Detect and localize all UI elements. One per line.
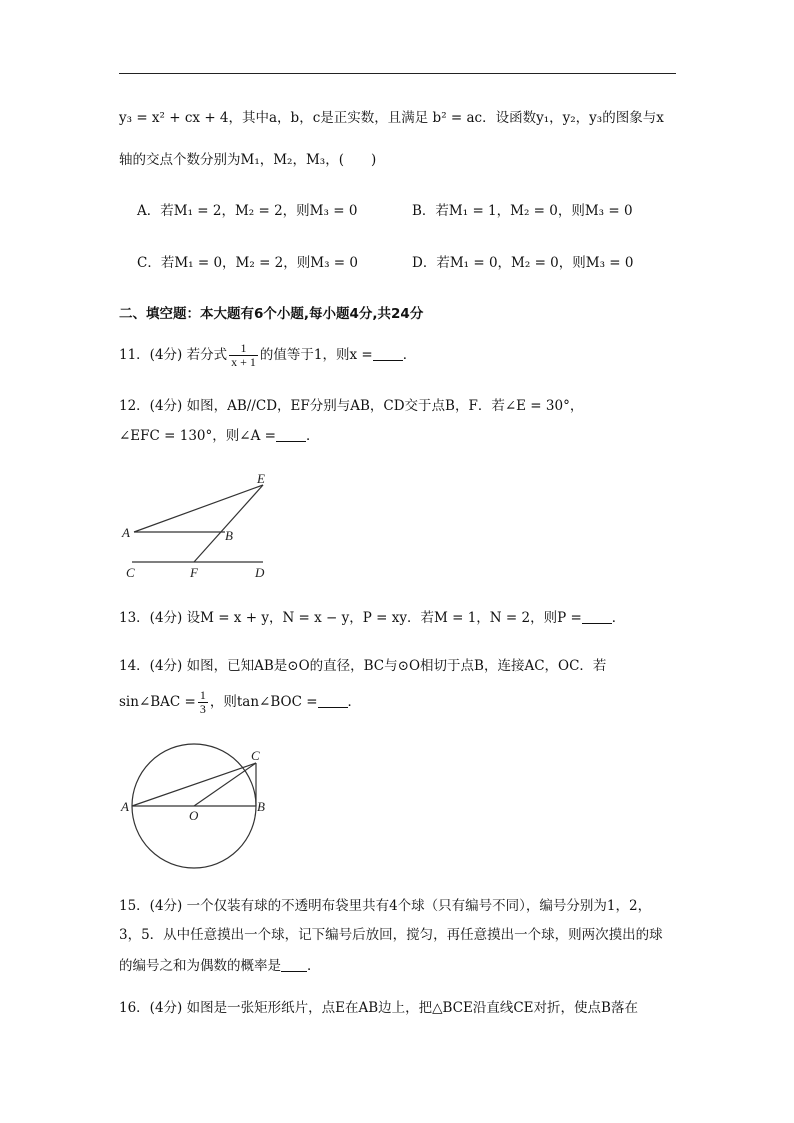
q14-end: ． [347, 694, 362, 710]
q16-line1: 16．(4分) 如图是一张矩形纸片，点E在AB边上，把△BCE沿直线CE对折，使点B落在 [119, 1000, 638, 1016]
q12-line2-text: ∠EFC = 130°，则∠A = [119, 428, 276, 444]
q14-tan-text: ，则tan∠BOC = [209, 694, 318, 710]
q11-prefix: 11．(4分) 若分式 [119, 347, 228, 363]
q12-end: ． [305, 428, 320, 444]
q15-answer-blank [281, 957, 307, 972]
label-f: F [190, 565, 198, 580]
q15-line3-text: 的编号之和为偶数的概率是 [119, 958, 281, 974]
q14-answer-blank [318, 693, 348, 708]
line-ae [134, 485, 263, 532]
q15-line2: 3，5．从中任意摸出一个球，记下编号后放回，搅匀，再任意摸出一个球，则两次摸出的球 [119, 927, 663, 943]
q10-option-c: C．若M₁ = 0，M₂ = 2，则M₃ = 0 [137, 255, 358, 271]
header-rule [119, 73, 676, 74]
label-e: E [257, 471, 265, 486]
q10-option-a: A．若M₁ = 2，M₂ = 2，则M₃ = 0 [137, 203, 358, 219]
q11-frac-num: 1 [229, 342, 258, 356]
q12-line1: 12．(4分) 如图，AB//CD，EF分别与AB，CD交于点B，F．若∠E = 30°， [119, 398, 584, 414]
label-b: B [257, 799, 265, 814]
q14-fraction [198, 689, 208, 716]
q12-figure [118, 465, 278, 583]
q10-line2: 轴的交点个数分别为M₁，M₂，M₃，( ) [119, 152, 377, 168]
q14-frac-num: 1 [199, 688, 206, 702]
q10-line1: y₃ = x² + cx + 4，其中a，b，c是正实数，且满足 b² = ac．设函数y₁，y₂，y₃的图象与x [119, 110, 664, 126]
q12-answer-blank [276, 427, 306, 442]
q11-fraction [229, 342, 258, 369]
line-oc [194, 763, 256, 806]
label-c: C [126, 565, 135, 580]
q14-line1: 14．(4分) 如图，已知AB是⊙O的直径，BC与⊙O相切于点B，连接AC，OC．若 [119, 658, 607, 674]
q11 [119, 340, 416, 370]
label-c: C [251, 748, 260, 763]
q11-suffix: 的值等于1，则x = [259, 347, 373, 363]
q14-frac-den: 3 [199, 702, 206, 716]
q13-end: ． [611, 610, 626, 626]
label-a: A [121, 799, 129, 814]
q15-end: ． [307, 958, 321, 974]
label-o: O [189, 808, 199, 823]
label-b: B [225, 528, 233, 543]
q14-sin-text: sin∠BAC = [119, 694, 196, 710]
q11-end: ． [402, 347, 417, 363]
q11-answer-blank [373, 346, 403, 361]
q14-line2 [119, 687, 361, 717]
q15-line1: 15．(4分) 一个仅装有球的不透明布袋里共有4个球（只有编号不同），编号分别为1，2， [119, 898, 652, 914]
label-d: D [255, 565, 265, 580]
q10-option-d: D．若M₁ = 0，M₂ = 0，则M₃ = 0 [412, 255, 634, 271]
section-heading: 二、填空题：本大题有6个小题,每小题4分,共24分 [119, 306, 424, 322]
label-a: A [122, 525, 130, 540]
q13-answer-blank [582, 609, 612, 624]
q12-line2 [119, 426, 319, 446]
q13 [119, 608, 625, 628]
q11-frac-den: x + 1 [231, 355, 256, 369]
q13-text: 13．(4分) 设M = x + y，N = x − y，P = xy．若M = 1，N = 2，则P = [119, 610, 582, 626]
q14-figure [118, 743, 278, 873]
line-ac [132, 763, 256, 806]
q15-line3 [119, 956, 321, 976]
line-ef [194, 485, 263, 562]
q10-option-b: B．若M₁ = 1，M₂ = 0，则M₃ = 0 [412, 203, 633, 219]
